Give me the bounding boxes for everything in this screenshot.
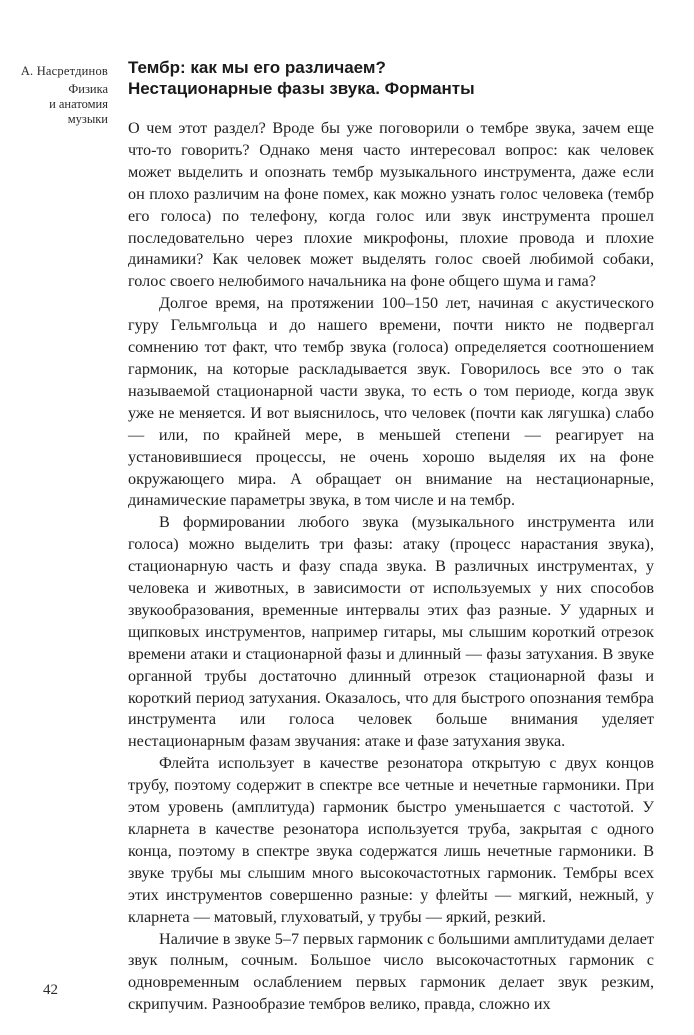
page-number: 42 [43, 982, 58, 998]
paragraph-5: Наличие в звуке 5–7 первых гармоник с большими амплитудами делает звук полным, сочным. Большое число высокочастотных гармоник с одновременным ослаблением первых гармоник делает звук резким, скрипучим. Разнообразие тембров велико, правда, сложно их [128, 929, 654, 1014]
running-header-sidebar [4, 64, 108, 127]
author-name: А. Насретдинов [20, 64, 108, 78]
paragraph-2: Долгое время, на протяжении 100–150 лет, начиная с акустического гуру Гельмгольца и до нашего времени, почти никто не подвергал сомнению тот факт, что тембр звука (голоса) определяется соотношением гармоник, на которые раскладывается звук. Говорилось все это о так называемой стационарной части звука, то есть о том периоде, когда звук уже не меняется. И вот выяснилось, что человек (почти как лягушка) слабо — или, по крайней мере, в меньшей степени — реагирует на установившиеся процессы, не очень хорошо выделяя их на фоне окружающего мира. А обращает он внимание на нестационарные, динамические параметры звука, в том числе и на тембр. [128, 294, 654, 510]
section-title-line-2: и анатомия [49, 97, 108, 111]
chapter-heading-line-1: Тембр: как мы его различаем? [128, 58, 386, 77]
section-title-line-3: музыки [67, 112, 108, 126]
section-title-line-1: Физика [68, 82, 108, 96]
chapter-heading [128, 57, 668, 99]
paragraph-1: О чем этот раздел? Вроде бы уже поговорили о тембре звука, зачем еще что-то говорить? Однако меня часто интересовал вопрос: как человек может выделить и опознать тембр музыкального инструмента, даже если он плохо различим на фоне помех, как можно узнать голос человека (тембр его голоса) по телефону, когда голос или звук инструмента прошел последовательно через плохие микрофоны, плохие провода и плохие динамики? Как человек может выделять голос своей любимой собаки, голос своего нелюбимого начальника на фоне общего шума и гама? [128, 119, 654, 291]
paragraph-4: Флейта использует в качестве резонатора открытую с двух концов трубу, поэтому содержит в спектре все четные и нечетные гармоники. При этом уровень (амплитуда) гармоник быстро уменьшается с частотой. У кларнета в качестве резонатора используется труба, закрытая с одного конца, поэтому в спектре звука содержатся лишь нечетные гармоники. В звуке трубы мы слышим много высокочастотных гармоник. Тембры всех этих инструментов совершенно разные: у флейты — мягкий, нежный, у кларнета — матовый, глуховатый, у трубы — яркий, резкий. [128, 754, 654, 926]
body-text [128, 118, 654, 1016]
paragraph-3: В формировании любого звука (музыкального инструмента или голоса) можно выделить три фазы: атаку (процесс нарастания звука), стационарную часть и фазу спада звука. В различных инструментах, у человека и животных, в зависимости от используемых у них способов звукообразования, временные интервалы этих фаз разные. У ударных и щипковых инструментов, например гитары, мы слышим короткий отрезок времени атаки и стационарной фазы и длинный — фазы затухания. В звуке органной трубы достаточно длинный отрезок стационарной фазы и короткий период затухания. Оказалось, что для быстрого опознания тембра инструмента или голоса человек больше внимания уделяет нестационарным фазам звучания: атаке и фазе затухания звука. [128, 513, 654, 751]
chapter-heading-line-2: Нестационарные фазы звука. Форманты [128, 79, 475, 98]
